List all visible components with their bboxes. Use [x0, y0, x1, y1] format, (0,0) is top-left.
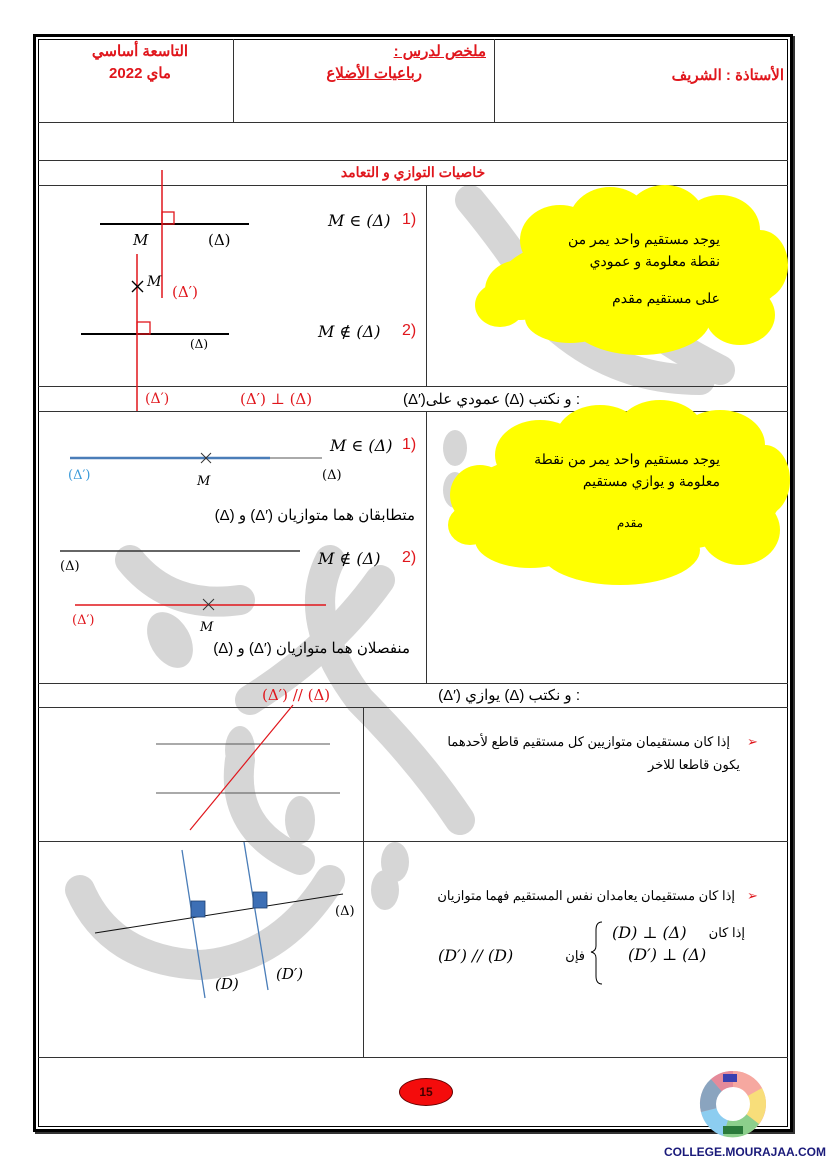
label-delta-prime-bottom: (Δ′): [145, 391, 170, 407]
par-case2-number: 2): [402, 549, 417, 566]
perp-cloud-line2: نقطة معلومة و عمودي: [589, 253, 720, 269]
property2-statement: إذا كان مستقيمان يعامدان نفس المستقيم فهما متوازيان: [437, 888, 735, 903]
par-case1-expression: M ∈ (Δ): [330, 436, 393, 455]
par-cloud-line1: يوجد مستقيم واحد يمر من نقطة: [534, 451, 720, 467]
perp-case1-expression: M ∈ (Δ): [328, 211, 391, 230]
label-delta-bottom: (Δ): [190, 337, 209, 351]
par-case1-number: 1): [402, 436, 417, 453]
perp-case1-number: 1): [402, 211, 417, 228]
par-case2-delta: (Δ): [60, 559, 80, 574]
par-case2-delta-prime: (Δ′): [72, 613, 95, 628]
bullet-arrow-icon: ➢: [747, 735, 758, 750]
grade-level: التاسعة أساسي: [91, 43, 189, 60]
page-number-badge: 15: [399, 1078, 453, 1106]
teacher-name: الأستاذة : الشريف: [671, 67, 784, 84]
par-case2-M: M: [200, 620, 214, 635]
date: ماي 2022: [109, 65, 171, 82]
perp-summary-math: (Δ′) ⊥ (Δ): [240, 390, 313, 408]
perp-summary-text: (Δ′)عمودي على (Δ) و نكتب :: [402, 391, 580, 408]
par-summary-text: (Δ′) يوازي (Δ) و نكتب :: [438, 687, 580, 704]
fig-label-delta: (Δ): [335, 904, 355, 919]
property1-line1: إذا كان مستقيمان متوازيين كل مستقيم قاطع لأحدهما: [447, 734, 730, 749]
property2-result: (D′) // (D): [438, 946, 514, 965]
par-case1-M: M: [197, 474, 211, 489]
perp-cloud-line3: على مستقيم مقدم: [612, 290, 720, 306]
label-delta-top: (Δ): [208, 231, 231, 249]
lesson-label: ملخص لدرس :: [393, 43, 486, 60]
par-case1-delta: (Δ): [322, 468, 342, 483]
lesson-title: رباعيات الأضلاع: [326, 65, 422, 82]
fig-label-D-prime: (D′): [276, 965, 304, 983]
par-case1-conclusion: (Δ) و (Δ′) متطابقان هما متوازيان: [214, 507, 415, 524]
par-case1-delta-prime: (Δ′): [68, 468, 91, 483]
par-cloud-line2: معلومة و يوازي مستقيم: [582, 473, 720, 489]
fig-label-D: (D): [215, 975, 239, 993]
par-cloud-line3: مقدم: [616, 516, 644, 530]
label-M-cross: M: [147, 274, 162, 290]
label-M-top: M: [133, 231, 149, 249]
bullet-arrow-icon: ➢: [747, 889, 758, 904]
par-summary-math: (Δ′) // (Δ): [262, 686, 331, 704]
perp-cloud-line1: يوجد مستقيم واحد يمر من: [567, 231, 720, 247]
property2-then-label: فإن: [565, 948, 585, 963]
property2-if-label: إذا كان: [708, 925, 745, 940]
section-title: خاصيات التوازي و التعامد: [340, 164, 486, 180]
par-case2-expression: M ∉ (Δ): [318, 549, 381, 568]
perp-case2-expression: M ∉ (Δ): [318, 322, 381, 341]
label-delta-prime: (Δ′): [172, 283, 198, 301]
par-case2-conclusion: (Δ) و (Δ′) منفصلان هما متوازيان: [213, 640, 410, 657]
site-url: COLLEGE.MOURAJAA.COM: [664, 1145, 826, 1159]
property2-condition2: (D′) ⊥ (Δ): [628, 945, 707, 964]
perp-case2-number: 2): [402, 322, 417, 339]
property2-condition1: (D) ⊥ (Δ): [612, 923, 687, 942]
property1-line2: يكون قاطعا للاخر: [648, 757, 740, 772]
